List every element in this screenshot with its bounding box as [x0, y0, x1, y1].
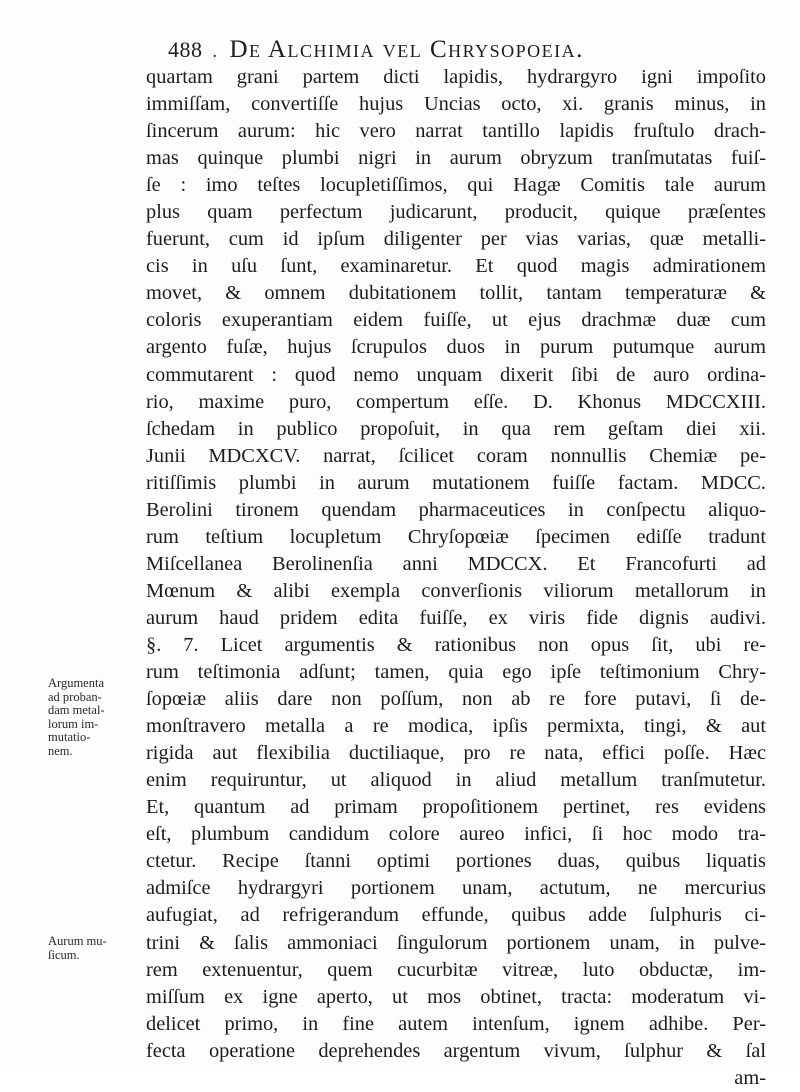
text-line: quartam grani partem dicti lapidis, hydrargyro igni impoſito: [146, 66, 766, 88]
text-line: Et, quantum ad primam propoſitionem pertinet, res evidens: [146, 796, 766, 819]
text-line: eſt, plumbum candidum colore aureo infici, ſi hoc modo tra-: [146, 823, 766, 846]
text-line: ſopœiæ aliis dare non poſſum, non ab re fore putavi, ſi de-: [146, 688, 766, 711]
text-line: fuerunt, cum id ipſum diligenter per vias varias, quæ metalli-: [146, 228, 766, 251]
text-line: ritiſſimis plumbi in aurum mutationem fuiſſe factam. MDCC.: [146, 471, 766, 494]
text-line: enim requiruntur, ut aliquod in aliud metallum tranſmutetur.: [146, 769, 766, 792]
margin-note-line: ad proban-: [48, 689, 102, 704]
text-line: ctetur. Recipe ſtanni optimi portiones duas, quibus liquatis: [146, 850, 766, 873]
text-line: miſſum ex igne aperto, ut mos obtinet, tracta: moderatum vi-: [146, 985, 766, 1008]
text-line: Berolini tironem quendam pharmaceutices in conſpectu aliquo-: [146, 498, 766, 521]
text-line: rum teſtimonia adſunt; tamen, quia ego ipſe teſtimonium Chry-: [146, 661, 766, 684]
text-line: ſincerum aurum: hic vero narrat tantillo lapidis fruſtulo drach-: [146, 120, 766, 143]
text-line: aufugiat, ad refrigerandum effunde, quibus adde ſulphuris ci-: [146, 904, 766, 927]
text-line: cis in uſu ſunt, examinaretur. Et quod magis admirationem: [146, 255, 766, 278]
text-line: am-: [734, 1066, 766, 1089]
page-number: 488: [168, 37, 203, 62]
text-line: Miſcellanea Berolinenſia anni MDCCX. Et Francofurti ad: [146, 552, 766, 575]
text-line: rum teſtium locupletum Chryſopœiæ ſpecimen ediſſe tradunt: [146, 525, 766, 548]
text-line: argento fuſæ, hujus ſcrupulos duos in purum putumque aurum: [146, 336, 766, 359]
margin-note-line: lorum im-: [48, 716, 99, 731]
text-line: immiſſam, convertiſſe hujus Uncias octo, xi. granis minus, in: [146, 93, 766, 116]
margin-note-line: Aurum mu-: [48, 934, 107, 948]
margin-note-line: Argumenta: [48, 676, 105, 690]
margin-note-line: dam metal-: [48, 703, 105, 717]
margin-note: [48, 935, 144, 962]
text-line: rem extenuentur, quem cucurbitæ vitreæ, luto obductæ, im-: [146, 958, 766, 981]
text-line: §. 7. Licet argumentis & rationibus non opus ſit, ubi re-: [146, 633, 766, 656]
text-line: Junii MDCXCV. narrat, ſcilicet coram nonnullis Chemiæ pe-: [146, 444, 766, 467]
text-line: aurum haud pridem edita fuiſſe, ex viris fide dignis audivi.: [146, 606, 766, 629]
running-title: De Alchimia vel Chrysopoeia.: [229, 36, 584, 63]
text-line: rio, maxime puro, compertum eſſe. D. Khonus MDCCXIII.: [146, 390, 766, 413]
margin-note-line: nem.: [48, 743, 73, 758]
text-line: coloris exuperantiam eidem fuiſſe, ut ejus drachmæ duæ cum: [146, 309, 766, 332]
text-line: mas quinque plumbi nigri in aurum obryzum tranſmutatas fuiſ-: [146, 147, 766, 170]
header-separator: .: [212, 41, 218, 61]
margin-note-line: mutatio-: [48, 730, 91, 744]
margin-note-line: ſicum.: [48, 947, 80, 962]
text-line: ſe : imo teſtes locupletiſſimos, qui Hagæ Comitis tale aurum: [146, 174, 766, 197]
text-line: delicet primo, in fine autem intenſum, ignem adhibe. Per-: [146, 1012, 766, 1035]
text-line: rigida aut flexibilia ductiliaque, pro re nata, effici poſſe. Hæc: [146, 742, 766, 765]
text-line: trini & ſalis ammoniaci ſingulorum portionem unam, in pulve-: [146, 931, 766, 954]
text-line: admiſce hydrargyri portionem unam, actutum, ne mercurius: [146, 877, 766, 900]
text-line: movet, & omnem dubitationem tollit, tantam temperaturæ &: [146, 282, 766, 305]
text-line: monſtravero metalla a re modica, ipſis permixta, tingi, & aut: [146, 715, 766, 738]
text-line: fecta operatione deprehendes argentum vivum, ſulphur & ſal: [146, 1039, 766, 1062]
text-line: Mœnum & alibi exempla converſionis viliorum metallorum in: [146, 579, 766, 602]
margin-note: [48, 677, 144, 758]
text-line: plus quam perfectum judicarunt, producit, quique præſentes: [146, 201, 766, 224]
text-line: commutarent : quod nemo unquam dixerit ſibi de auro ordina-: [146, 363, 766, 386]
text-line: ſchedam in publico propoſuit, in qua rem geſtam diei xii.: [146, 417, 766, 440]
main-text-block: [146, 64, 766, 1092]
